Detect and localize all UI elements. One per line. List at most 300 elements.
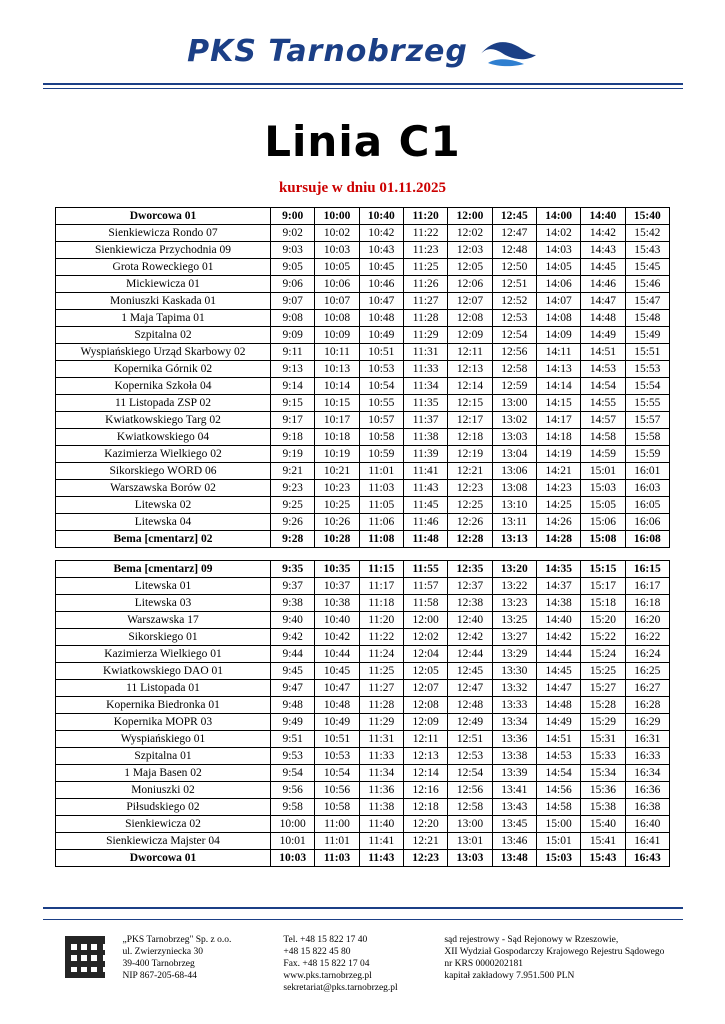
table-row (56, 395, 670, 412)
timetable-body (56, 208, 670, 867)
departure-time: 11:01 (359, 463, 403, 480)
departure-time: 15:42 (625, 225, 669, 242)
stop-name: Sikorskiego WORD 06 (56, 463, 271, 480)
stop-name: 1 Maja Basen 02 (56, 765, 271, 782)
departure-time: 11:43 (403, 480, 447, 497)
departure-time: 11:25 (359, 663, 403, 680)
table-row (56, 816, 670, 833)
departure-time: 10:53 (315, 748, 359, 765)
table-row (56, 225, 670, 242)
departure-time: 12:48 (448, 697, 492, 714)
departure-time: 12:49 (448, 714, 492, 731)
wave-swoosh-icon (478, 35, 538, 69)
departure-time: 9:53 (271, 748, 315, 765)
departure-time: 9:56 (271, 782, 315, 799)
departure-time: 14:25 (536, 497, 580, 514)
departure-time: 14:42 (536, 629, 580, 646)
departure-time: 16:18 (625, 595, 669, 612)
departure-time: 9:17 (271, 412, 315, 429)
stop-name: Wyspiańskiego 01 (56, 731, 271, 748)
departure-time: 15:18 (581, 595, 625, 612)
timetable (55, 207, 670, 867)
departure-time: 9:18 (271, 429, 315, 446)
departure-time: 13:04 (492, 446, 536, 463)
footer-line: +48 15 822 45 80 (283, 947, 351, 957)
departure-time: 10:11 (315, 344, 359, 361)
departure-time: 14:44 (536, 646, 580, 663)
departure-time: 11:03 (315, 850, 359, 867)
qr-code-icon (65, 936, 105, 978)
departure-time: 10:58 (359, 429, 403, 446)
departure-time: 9:09 (271, 327, 315, 344)
departure-time: 11:41 (359, 833, 403, 850)
table-row (56, 646, 670, 663)
table-row (56, 612, 670, 629)
footer-line: www.pks.tarnobrzeg.pl (283, 971, 372, 981)
departure-time: 14:38 (536, 595, 580, 612)
departure-time: 11:08 (359, 531, 403, 548)
departure-time: 15:24 (581, 646, 625, 663)
departure-time: 12:08 (448, 310, 492, 327)
departure-time: 15:31 (581, 731, 625, 748)
departure-time: 10:15 (315, 395, 359, 412)
departure-time: 9:35 (271, 561, 315, 578)
table-row (56, 429, 670, 446)
table-row (56, 242, 670, 259)
stop-name: 1 Maja Tapima 01 (56, 310, 271, 327)
table-row (56, 412, 670, 429)
departure-time: 16:01 (625, 463, 669, 480)
footer-divider-thin (43, 919, 683, 920)
departure-time: 10:47 (359, 293, 403, 310)
departure-time: 12:13 (403, 748, 447, 765)
departure-time: 14:14 (536, 378, 580, 395)
timetable-wrapper (55, 207, 670, 867)
departure-time: 9:26 (271, 514, 315, 531)
departure-time: 12:08 (403, 697, 447, 714)
table-row (56, 680, 670, 697)
departure-time: 15:29 (581, 714, 625, 731)
departure-time: 15:08 (581, 531, 625, 548)
stop-name: Kopernika Górnik 02 (56, 361, 271, 378)
departure-time: 16:22 (625, 629, 669, 646)
stop-name: 11 Listopada ZSP 02 (56, 395, 271, 412)
departure-time: 12:16 (403, 782, 447, 799)
table-row (56, 327, 670, 344)
departure-time: 14:21 (536, 463, 580, 480)
stop-name: Kazimierza Wielkiego 01 (56, 646, 271, 663)
departure-time: 9:11 (271, 344, 315, 361)
departure-time: 9:14 (271, 378, 315, 395)
departure-time: 10:38 (315, 595, 359, 612)
departure-time: 10:57 (359, 412, 403, 429)
departure-time: 14:05 (536, 259, 580, 276)
departure-time: 12:47 (448, 680, 492, 697)
departure-time: 12:21 (403, 833, 447, 850)
departure-time: 10:01 (271, 833, 315, 850)
departure-time: 13:01 (448, 833, 492, 850)
stop-name: Warszawska 17 (56, 612, 271, 629)
departure-time: 13:45 (492, 816, 536, 833)
departure-time: 13:46 (492, 833, 536, 850)
departure-time: 10:23 (315, 480, 359, 497)
footer-line: ul. Zwierzyniecka 30 (122, 947, 203, 957)
departure-time: 10:42 (315, 629, 359, 646)
departure-time: 14:26 (536, 514, 580, 531)
departure-time: 14:40 (536, 612, 580, 629)
departure-time: 11:22 (403, 225, 447, 242)
departure-time: 9:15 (271, 395, 315, 412)
table-row (56, 765, 670, 782)
departure-time: 14:51 (536, 731, 580, 748)
departure-time: 15:43 (625, 242, 669, 259)
departure-time: 12:09 (448, 327, 492, 344)
departure-time: 13:02 (492, 412, 536, 429)
stop-name: Kwiatkowskiego DAO 01 (56, 663, 271, 680)
departure-time: 14:51 (581, 344, 625, 361)
departure-time: 15:51 (625, 344, 669, 361)
stop-name: Kopernika MOPR 03 (56, 714, 271, 731)
departure-time: 9:40 (271, 612, 315, 629)
stop-name: Sienkiewicza Przychodnia 09 (56, 242, 271, 259)
stop-name: Litewska 04 (56, 514, 271, 531)
departure-time: 10:46 (359, 276, 403, 293)
departure-time: 13:10 (492, 497, 536, 514)
departure-time: 12:03 (448, 242, 492, 259)
departure-time: 9:05 (271, 259, 315, 276)
departure-time: 16:06 (625, 514, 669, 531)
departure-time: 10:14 (315, 378, 359, 395)
table-spacer (56, 548, 670, 561)
departure-time: 16:40 (625, 816, 669, 833)
departure-time: 15:17 (581, 578, 625, 595)
departure-time: 11:45 (403, 497, 447, 514)
departure-time: 10:53 (359, 361, 403, 378)
departure-time: 11:29 (359, 714, 403, 731)
departure-time: 11:20 (359, 612, 403, 629)
departure-time: 16:25 (625, 663, 669, 680)
departure-time: 12:25 (448, 497, 492, 514)
departure-time: 13:23 (492, 595, 536, 612)
departure-time: 10:45 (315, 663, 359, 680)
departure-time: 11:55 (403, 561, 447, 578)
table-row (56, 361, 670, 378)
departure-time: 15:49 (625, 327, 669, 344)
departure-time: 11:40 (359, 816, 403, 833)
departure-time: 12:19 (448, 446, 492, 463)
departure-time: 10:45 (359, 259, 403, 276)
footer-line: kapitał zakładowy 7.951.500 PLN (444, 971, 575, 981)
departure-time: 9:23 (271, 480, 315, 497)
departure-time: 14:43 (581, 242, 625, 259)
departure-time: 11:35 (403, 395, 447, 412)
departure-time: 14:56 (536, 782, 580, 799)
departure-time: 15:15 (581, 561, 625, 578)
departure-time: 11:58 (403, 595, 447, 612)
departure-time: 11:33 (359, 748, 403, 765)
table-row (56, 463, 670, 480)
stop-name: Litewska 01 (56, 578, 271, 595)
departure-time: 10:18 (315, 429, 359, 446)
departure-time: 14:17 (536, 412, 580, 429)
departure-time: 9:03 (271, 242, 315, 259)
table-row (56, 514, 670, 531)
departure-time: 11:24 (359, 646, 403, 663)
table-row (56, 344, 670, 361)
departure-time: 10:17 (315, 412, 359, 429)
departure-time: 13:27 (492, 629, 536, 646)
departure-time: 15:20 (581, 612, 625, 629)
departure-time: 14:08 (536, 310, 580, 327)
table-row (56, 595, 670, 612)
stop-name: Litewska 03 (56, 595, 271, 612)
departure-time: 15:46 (625, 276, 669, 293)
stop-name: Sienkiewicza Rondo 07 (56, 225, 271, 242)
table-row (56, 276, 670, 293)
departure-time: 12:23 (448, 480, 492, 497)
departure-time: 16:08 (625, 531, 669, 548)
departure-time: 11:31 (403, 344, 447, 361)
departure-time: 11:20 (403, 208, 447, 225)
page-footer (0, 907, 725, 994)
departure-time: 12:40 (448, 612, 492, 629)
departure-time: 14:58 (536, 799, 580, 816)
departure-time: 12:56 (492, 344, 536, 361)
departure-time: 11:43 (359, 850, 403, 867)
departure-time: 10:13 (315, 361, 359, 378)
departure-time: 14:53 (536, 748, 580, 765)
departure-time: 12:38 (448, 595, 492, 612)
departure-time: 15:00 (536, 816, 580, 833)
footer-contact-info (283, 934, 426, 994)
departure-time: 16:20 (625, 612, 669, 629)
departure-time: 13:20 (492, 561, 536, 578)
footer-line: „PKS Tarnobrzeg" Sp. z o.o. (122, 935, 232, 945)
departure-time: 15:28 (581, 697, 625, 714)
departure-time: 9:51 (271, 731, 315, 748)
departure-time: 10:28 (315, 531, 359, 548)
table-row (56, 731, 670, 748)
departure-time: 11:18 (359, 595, 403, 612)
departure-time: 11:01 (315, 833, 359, 850)
departure-time: 15:38 (581, 799, 625, 816)
departure-time: 12:53 (448, 748, 492, 765)
departure-time: 11:31 (359, 731, 403, 748)
departure-time: 15:47 (625, 293, 669, 310)
departure-time: 15:03 (581, 480, 625, 497)
departure-time: 12:58 (448, 799, 492, 816)
departure-time: 15:01 (581, 463, 625, 480)
departure-time: 13:00 (448, 816, 492, 833)
departure-time: 12:18 (448, 429, 492, 446)
departure-time: 14:18 (536, 429, 580, 446)
departure-time: 12:58 (492, 361, 536, 378)
departure-time: 10:51 (359, 344, 403, 361)
page-title: Linia C1 (264, 117, 461, 166)
stop-name: Kopernika Biedronka 01 (56, 697, 271, 714)
departure-time: 12:42 (448, 629, 492, 646)
stop-name: Kwiatkowskiego 04 (56, 429, 271, 446)
departure-time: 15:22 (581, 629, 625, 646)
departure-time: 14:28 (536, 531, 580, 548)
departure-time: 13:41 (492, 782, 536, 799)
departure-time: 11:39 (403, 446, 447, 463)
departure-time: 16:28 (625, 697, 669, 714)
departure-time: 11:25 (403, 259, 447, 276)
departure-time: 12:52 (492, 293, 536, 310)
departure-time: 15:01 (536, 833, 580, 850)
departure-time: 14:53 (581, 361, 625, 378)
stop-name: Piłsudskiego 02 (56, 799, 271, 816)
departure-time: 11:36 (359, 782, 403, 799)
departure-time: 14:42 (581, 225, 625, 242)
departure-time: 14:19 (536, 446, 580, 463)
departure-time: 12:44 (448, 646, 492, 663)
table-row (56, 799, 670, 816)
departure-time: 11:34 (403, 378, 447, 395)
departure-time: 12:54 (492, 327, 536, 344)
departure-time: 14:48 (536, 697, 580, 714)
table-row (56, 714, 670, 731)
departure-time: 9:08 (271, 310, 315, 327)
table-row (56, 833, 670, 850)
departure-time: 14:35 (536, 561, 580, 578)
departure-time: 15:36 (581, 782, 625, 799)
stop-name: Szpitalna 02 (56, 327, 271, 344)
departure-time: 15:59 (625, 446, 669, 463)
table-row (56, 293, 670, 310)
departure-time: 12:28 (448, 531, 492, 548)
departure-time: 14:02 (536, 225, 580, 242)
departure-time: 10:44 (315, 646, 359, 663)
departure-time: 11:37 (403, 412, 447, 429)
table-row (56, 208, 670, 225)
departure-time: 10:09 (315, 327, 359, 344)
table-row (56, 259, 670, 276)
departure-time: 13:08 (492, 480, 536, 497)
departure-time: 16:24 (625, 646, 669, 663)
departure-time: 13:13 (492, 531, 536, 548)
page-header (0, 0, 725, 89)
table-row (56, 748, 670, 765)
table-spacer-cell (56, 548, 670, 561)
departure-time: 10:07 (315, 293, 359, 310)
footer-line: NIP 867-205-68-44 (122, 971, 197, 981)
departure-time: 16:38 (625, 799, 669, 816)
footer-columns (43, 934, 683, 994)
footer-line: sąd rejestrowy - Sąd Rejonowy w Rzeszowie, (444, 935, 619, 945)
departure-time: 12:48 (492, 242, 536, 259)
departure-time: 14:03 (536, 242, 580, 259)
departure-time: 14:54 (536, 765, 580, 782)
departure-time: 10:47 (315, 680, 359, 697)
departure-time: 10:25 (315, 497, 359, 514)
departure-time: 10:51 (315, 731, 359, 748)
table-row (56, 531, 670, 548)
departure-time: 13:33 (492, 697, 536, 714)
departure-time: 11:28 (359, 697, 403, 714)
footer-line: sekretariat@pks.tarnobrzeg.pl (283, 983, 398, 993)
departure-time: 12:37 (448, 578, 492, 595)
departure-time: 14:13 (536, 361, 580, 378)
departure-time: 11:15 (359, 561, 403, 578)
departure-time: 15:45 (625, 259, 669, 276)
departure-time: 15:06 (581, 514, 625, 531)
table-row (56, 850, 670, 867)
departure-time: 15:53 (625, 361, 669, 378)
departure-time: 10:08 (315, 310, 359, 327)
departure-time: 11:26 (403, 276, 447, 293)
departure-time: 10:02 (315, 225, 359, 242)
departure-time: 15:43 (581, 850, 625, 867)
table-row (56, 782, 670, 799)
departure-time: 12:15 (448, 395, 492, 412)
departure-time: 11:29 (403, 327, 447, 344)
departure-time: 10:54 (315, 765, 359, 782)
departure-time: 12:05 (448, 259, 492, 276)
stop-name: Wyspiańskiego Urząd Skarbowy 02 (56, 344, 271, 361)
departure-time: 14:46 (581, 276, 625, 293)
departure-time: 14:06 (536, 276, 580, 293)
departure-time: 12:02 (448, 225, 492, 242)
departure-time: 12:07 (448, 293, 492, 310)
stop-name: Moniuszki 02 (56, 782, 271, 799)
departure-time: 12:14 (448, 378, 492, 395)
departure-time: 9:48 (271, 697, 315, 714)
stop-name: Dworcowa 01 (56, 850, 271, 867)
departure-time: 10:49 (359, 327, 403, 344)
footer-company-info (123, 934, 266, 982)
departure-time: 10:03 (271, 850, 315, 867)
departure-time: 10:55 (359, 395, 403, 412)
departure-time: 11:33 (403, 361, 447, 378)
stop-name: Szpitalna 01 (56, 748, 271, 765)
departure-time: 9:06 (271, 276, 315, 293)
departure-time: 14:37 (536, 578, 580, 595)
departure-time: 12:00 (448, 208, 492, 225)
stop-name: Sienkiewicza Majster 04 (56, 833, 271, 850)
departure-time: 13:22 (492, 578, 536, 595)
departure-time: 9:02 (271, 225, 315, 242)
departure-time: 14:49 (536, 714, 580, 731)
departure-time: 10:42 (359, 225, 403, 242)
departure-time: 12:45 (448, 663, 492, 680)
footer-line: Fax. +48 15 822 17 04 (283, 959, 370, 969)
departure-time: 10:56 (315, 782, 359, 799)
stop-name: Grota Roweckiego 01 (56, 259, 271, 276)
departure-time: 10:19 (315, 446, 359, 463)
departure-time: 10:35 (315, 561, 359, 578)
departure-time: 16:15 (625, 561, 669, 578)
departure-time: 10:49 (315, 714, 359, 731)
table-row (56, 578, 670, 595)
departure-time: 14:59 (581, 446, 625, 463)
departure-time: 9:58 (271, 799, 315, 816)
departure-time: 11:06 (359, 514, 403, 531)
departure-time: 12:11 (403, 731, 447, 748)
departure-time: 14:47 (581, 293, 625, 310)
table-row (56, 446, 670, 463)
stop-name: Kwiatkowskiego Targ 02 (56, 412, 271, 429)
departure-time: 10:26 (315, 514, 359, 531)
departure-time: 11:22 (359, 629, 403, 646)
table-row (56, 497, 670, 514)
departure-time: 13:43 (492, 799, 536, 816)
stop-name: Kazimierza Wielkiego 02 (56, 446, 271, 463)
stop-name: Mickiewicza 01 (56, 276, 271, 293)
departure-time: 12:53 (492, 310, 536, 327)
departure-time: 13:39 (492, 765, 536, 782)
